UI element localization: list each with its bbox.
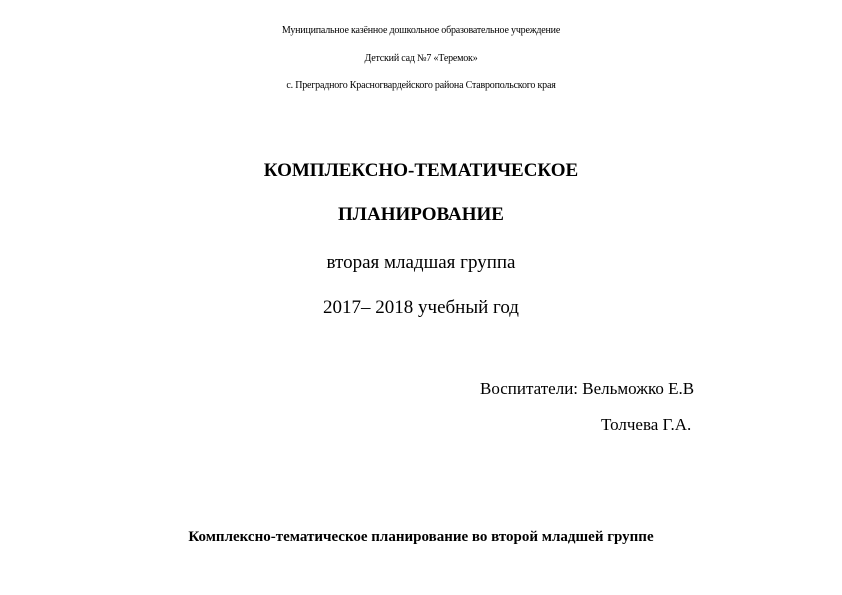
school-year: 2017– 2018 учебный год xyxy=(323,297,519,318)
location-text: с. Преградного Красногвардейского района Ставропольского края xyxy=(286,80,556,91)
institution-name: Муниципальное казённое дошкольное образовательное учреждение xyxy=(281,25,561,36)
kindergarten-name: Детский сад №7 «Теремок» xyxy=(364,53,478,64)
section-heading: Комплексно-тематическое планирование во второй младшей группе xyxy=(188,529,654,545)
group-subtitle: вторая младшая группа xyxy=(326,252,516,273)
document-title-line-2: ПЛАНИРОВАНИЕ xyxy=(338,204,504,225)
document-title-line-1: КОМПЛЕКСНО-ТЕМАТИЧЕСКОЕ xyxy=(263,160,579,181)
teachers-line-2: Толчева Г.А. xyxy=(601,415,692,434)
teachers-line-1: Воспитатели: Вельможко Е.В xyxy=(480,379,695,398)
